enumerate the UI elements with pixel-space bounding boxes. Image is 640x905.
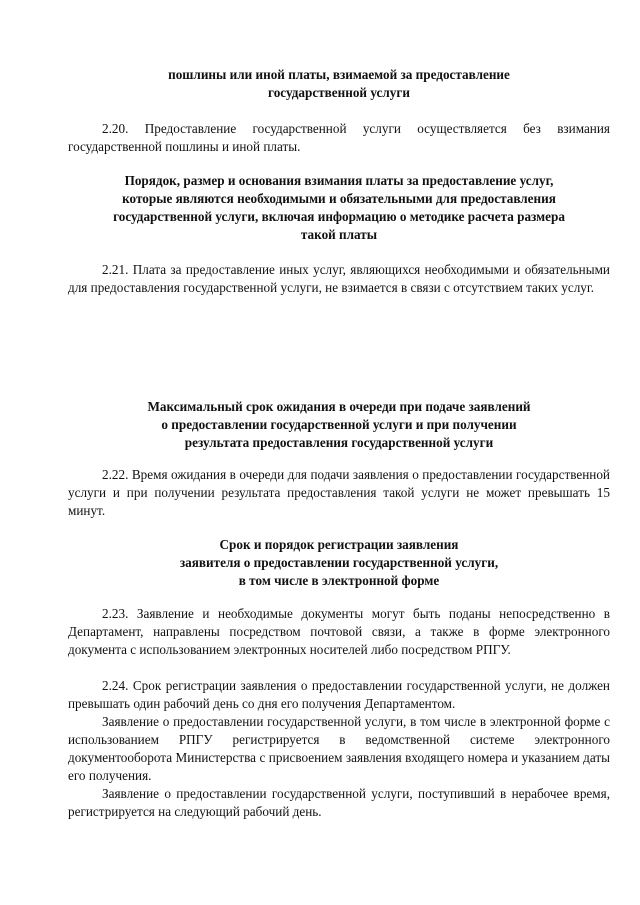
- heading-line: заявителя о предоставлении государственной услуги,: [179, 555, 499, 570]
- paragraph-2-20: 2.20. Предоставление государственной услуги осуществляется без взимания государственной пошлины и иной платы.: [68, 121, 610, 154]
- heading-line: Максимальный срок ожидания в очереди при подаче заявлений: [147, 399, 531, 414]
- heading-line: пошлины или иной платы, взимаемой за предоставление: [168, 67, 510, 82]
- paragraph-2-24: 2.24. Срок регистрации заявления о предоставлении государственной услуги, не должен превышать один рабочий день со дня его получения Департаментом.: [68, 678, 610, 711]
- heading-fees-procedure: [68, 172, 610, 244]
- heading-line: такой платы: [300, 227, 378, 242]
- heading-line: Срок и порядок регистрации заявления: [219, 537, 459, 552]
- paragraph-2-23: 2.23. Заявление и необходимые документы могут быть поданы непосредственно в Департамент, направлены посредством почтовой связи, а также в форме электронного документа с использованием электронных носителей либо посредством РПГУ.: [68, 606, 610, 657]
- heading-line: которые являются необходимыми и обязательными для предоставления: [122, 191, 556, 206]
- paragraph-nonworking-hours: Заявление о предоставлении государственной услуги, поступивший в нерабочее время, регистрируется на следующий рабочий день.: [68, 786, 610, 819]
- heading-line: государственной услуги: [268, 85, 410, 100]
- heading-fee-collection: [68, 66, 610, 102]
- heading-line: Порядок, размер и основания взимания платы за предоставление услуг,: [124, 173, 554, 188]
- heading-queue-time: [68, 398, 610, 452]
- heading-line: о предоставлении государственной услуги и при получении: [161, 417, 517, 432]
- heading-registration: [68, 536, 610, 590]
- paragraph-2-22: 2.22. Время ожидания в очереди для подачи заявления о предоставлении государственной услуги и при получении результата предоставления такой услуги не может превышать 15 минут.: [68, 467, 610, 518]
- heading-line: результата предоставления государственной услуги: [184, 435, 494, 450]
- paragraph-2-21: 2.21. Плата за предоставление иных услуг, являющихся необходимыми и обязательными для предоставления государственной услуги, не взимается в связи с отсутствием таких услуг.: [68, 262, 610, 295]
- heading-line: в том числе в электронной форме: [238, 573, 440, 588]
- heading-line: государственной услуги, включая информацию о методике расчета размера: [113, 209, 565, 224]
- paragraph-electronic-registration: Заявление о предоставлении государственной услуги, в том числе в электронной форме с использованием РПГУ регистрируется в ведомственной системе электронного документооборота Министерства с присвоением заявления входящего номера и указанием даты его получения.: [68, 714, 610, 783]
